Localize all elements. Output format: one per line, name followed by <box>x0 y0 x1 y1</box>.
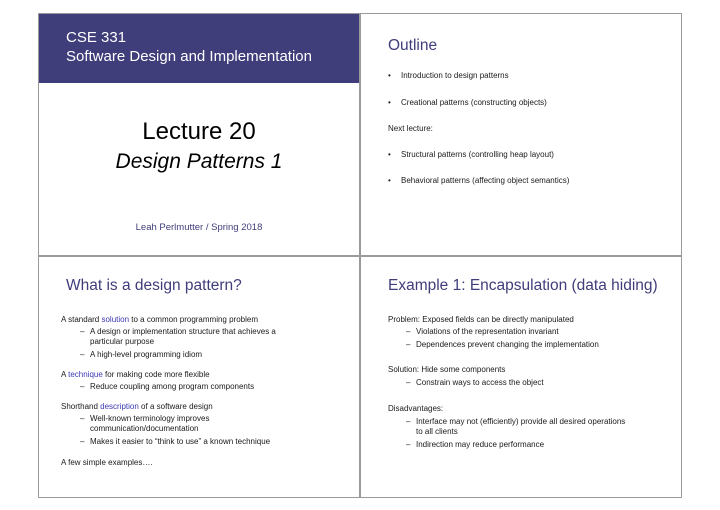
sub-point: – Constrain ways to access the object <box>406 378 544 387</box>
list-item: • Introduction to design patterns <box>388 71 509 80</box>
lecture-topic: Design Patterns 1 <box>115 150 283 173</box>
dash-icon: – <box>406 378 411 387</box>
sub-point-cont: particular purpose <box>90 337 155 346</box>
point-technique: A technique for making code more flexible <box>61 370 210 379</box>
slide-title: What is a design pattern? <box>66 277 242 294</box>
sub-point: – Interface may not (efficiently) provide all desired operations <box>406 417 626 426</box>
lecture-title: Lecture 20 <box>142 118 256 145</box>
sub-point: – A high-level programming idiom <box>80 350 203 359</box>
solution-statement: Solution: Hide some components <box>388 365 506 374</box>
point-description: Shorthand description of a software design <box>61 402 213 411</box>
author-line: Leah Perlmutter / Spring 2018 <box>135 222 263 233</box>
design-pattern-slide <box>38 256 360 498</box>
sub-point: – Makes it easier to “think to use” a known technique <box>80 437 271 446</box>
encapsulation-slide <box>360 256 682 498</box>
bullet-icon: • <box>388 176 391 185</box>
problem-statement: Problem: Exposed fields can be directly manipulated <box>388 315 574 324</box>
keyword-technique: technique <box>68 370 103 379</box>
dash-icon: – <box>80 382 85 391</box>
list-item: • Behavioral patterns (affecting object semantics) <box>388 176 570 185</box>
keyword-description: description <box>100 402 139 411</box>
sub-point: – Well-known terminology improves <box>80 414 210 423</box>
title-band <box>39 14 359 83</box>
course-name: Software Design and Implementation <box>66 48 312 65</box>
course-code: CSE 331 <box>66 29 127 46</box>
dash-icon: – <box>406 440 411 449</box>
title-slide <box>38 13 360 256</box>
dash-icon: – <box>406 417 411 426</box>
bullet-icon: • <box>388 150 391 159</box>
sub-point: – Dependences prevent changing the implementation <box>406 340 599 349</box>
slide-title: Example 1: Encapsulation (data hiding) <box>388 277 658 294</box>
dash-icon: – <box>406 327 411 336</box>
sub-point: – Indirection may reduce performance <box>406 440 545 449</box>
dash-icon: – <box>80 414 85 423</box>
next-lecture-label: Next lecture: <box>388 124 433 133</box>
sub-point-cont: communication/documentation <box>90 424 199 433</box>
bullet-icon: • <box>388 71 391 80</box>
point-solution: A standard solution to a common programming problem <box>61 315 259 324</box>
sub-point: – Reduce coupling among program components <box>80 382 255 391</box>
disadvantages-heading: Disadvantages: <box>388 404 444 413</box>
sub-point-cont: to all clients <box>416 427 458 436</box>
bullet-icon: • <box>388 98 391 107</box>
closing-line: A few simple examples…. <box>61 458 153 467</box>
sub-point: – Violations of the representation invariant <box>406 327 559 336</box>
list-item: • Structural patterns (controlling heap layout) <box>388 150 554 159</box>
keyword-solution: solution <box>101 315 130 324</box>
dash-icon: – <box>80 327 85 336</box>
slide-title: Outline <box>388 37 438 54</box>
sub-point: – A design or implementation structure that achieves a <box>80 327 276 336</box>
outline-slide <box>360 13 682 256</box>
dash-icon: – <box>80 437 85 446</box>
dash-icon: – <box>80 350 85 359</box>
dash-icon: – <box>406 340 411 349</box>
list-item: • Creational patterns (constructing objects) <box>388 98 547 107</box>
